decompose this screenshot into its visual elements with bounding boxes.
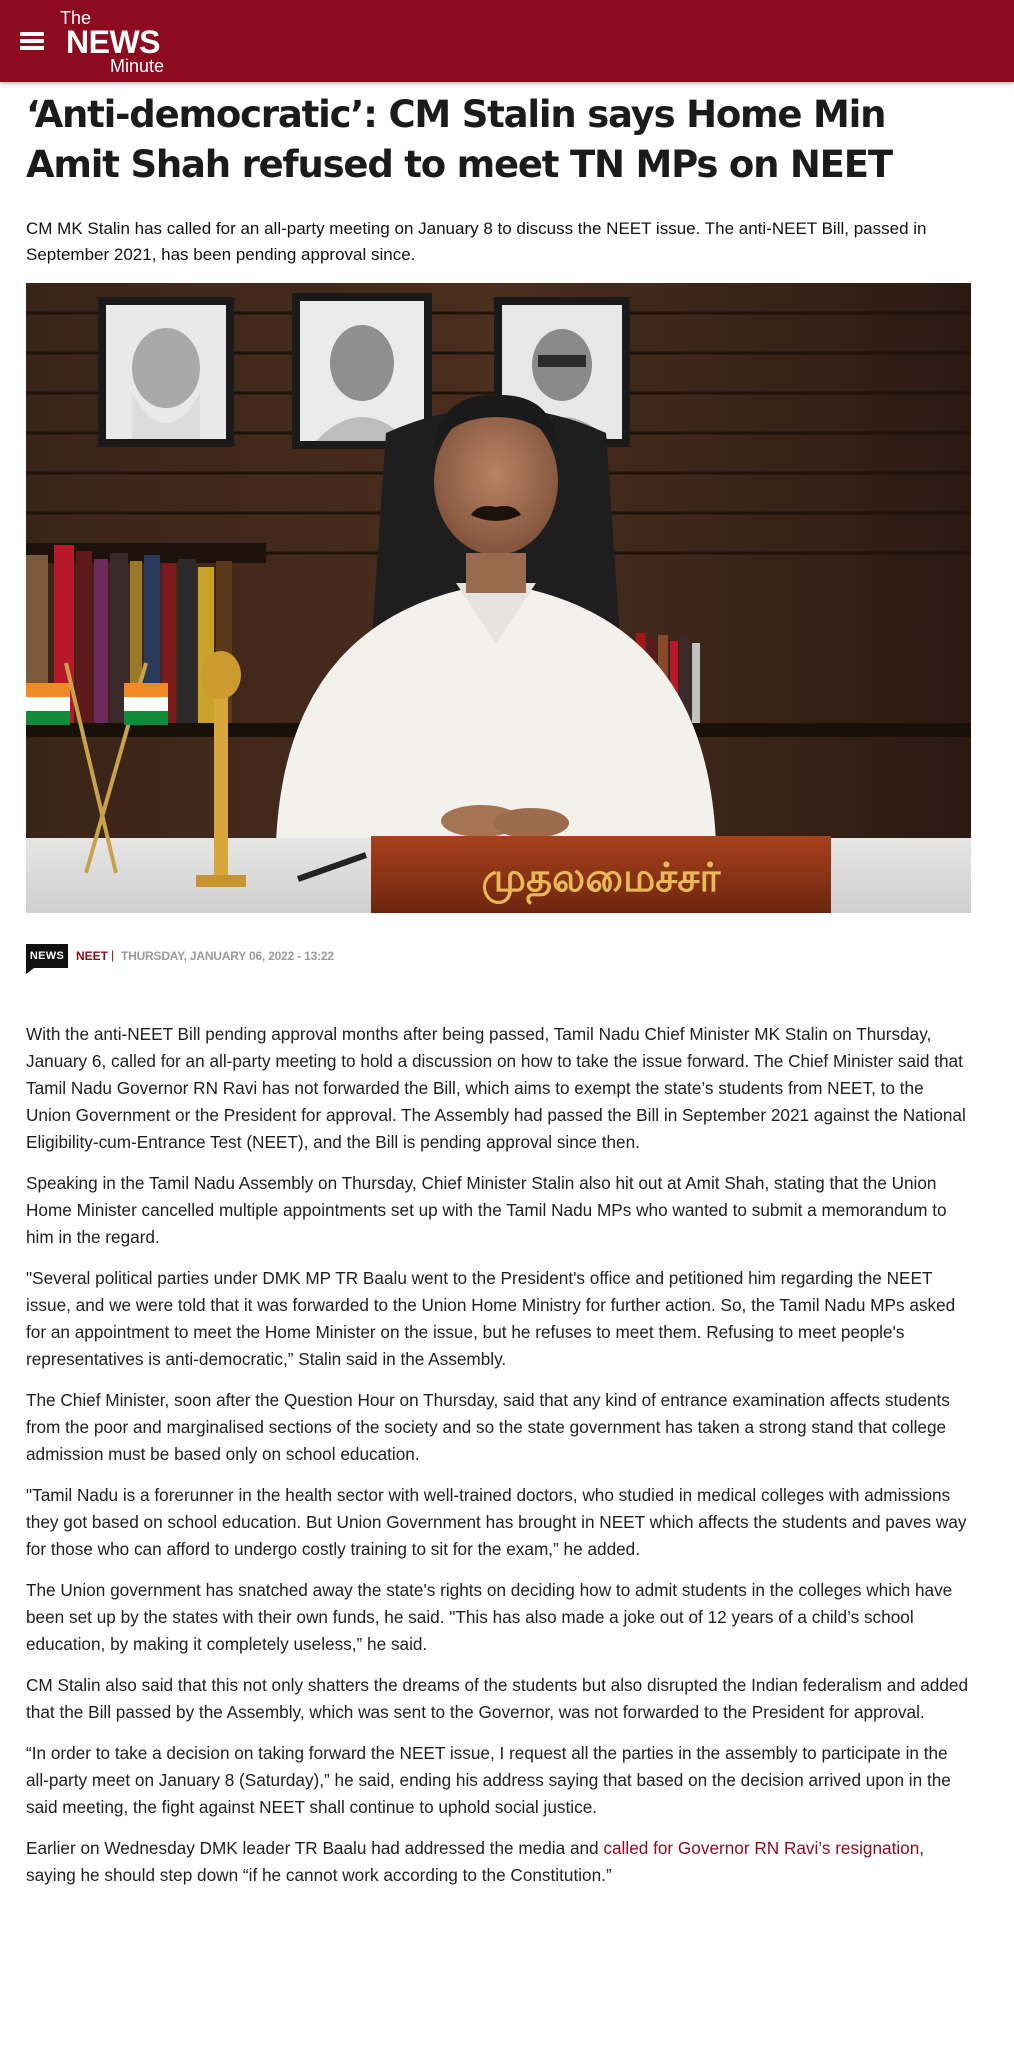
governor-resignation-link[interactable]: called for Governor RN Ravi’s resignation bbox=[603, 1838, 920, 1858]
article-paragraph: "Several political parties under DMK MP TR Baalu went to the President's office and petitioned him regarding the NEET issue, and we were told that it was forwarded to the Union Home Ministry for further action. So, the Tamil Nadu MPs asked for an appointment to meet the Home Minister on the issue, but he refuses to meet them. Refusing to meet people's representatives is anti-democratic,” Stalin said in the Assembly. bbox=[26, 1268, 956, 1369]
article-paragraph: The Chief Minister, soon after the Question Hour on Thursday, said that any kind of entrance examination affects students from the poor and marginalised sections of the society and so the state government has taken a strong stand that college admission must be based only on school education. bbox=[26, 1390, 950, 1464]
article-paragraph: "Tamil Nadu is a forerunner in the health sector with well-trained doctors, who studied in medical colleges with admissions they got based on school education. But Union Government has brought in NEET which affects the students and paves way for those who can afford to undergo costly training to sit for the exam,” he added. bbox=[26, 1485, 967, 1559]
site-header bbox=[0, 0, 1014, 82]
article-body bbox=[26, 1021, 973, 1903]
article-paragraph: CM Stalin also said that this not only shatters the dreams of the students but also disrupted the Indian federalism and added that the Bill passed by the Assembly, which was sent to the Governor, was not forwarded to the President for approval. bbox=[26, 1675, 969, 1722]
hamburger-menu-icon[interactable] bbox=[20, 32, 44, 50]
logo-the-text: The bbox=[60, 8, 92, 28]
paragraph-text-after-link: , saying he should step down “if he cannot work according to the Constitution.” bbox=[26, 1838, 925, 1885]
category-link[interactable]: NEET bbox=[76, 949, 109, 963]
article-standfirst: CM MK Stalin has called for an all-party meeting on January 8 to discuss the NEET issue. The anti-NEET Bill, passed in September 2021, has been pending approval since. bbox=[26, 219, 927, 264]
nameplate-text: முதலமைச்சர் bbox=[481, 855, 721, 901]
hero-image bbox=[26, 283, 971, 913]
news-badge: NEWS bbox=[26, 944, 68, 968]
article-paragraph: The Union government has snatched away the state's rights on deciding how to admit students in the colleges which have been set up by the states with their own funds, he said. "This has also made a joke out of 12 years of a child’s school education, by making it completely useless,” he said. bbox=[26, 1580, 953, 1654]
paragraph-text-before-link: Earlier on Wednesday DMK leader TR Baalu had addressed the media and bbox=[26, 1838, 604, 1858]
article-paragraph: “In order to take a decision on taking forward the NEET issue, I request all the parties in the assembly to participate in the all-party meet on January 8 (Saturday),” he said, ending his address saying that based on the decision arrived upon in the said meeting, the fight against NEET shall continue to uphold social justice. bbox=[26, 1743, 951, 1817]
article-paragraph: Speaking in the Tamil Nadu Assembly on Thursday, Chief Minister Stalin also hit out at Amit Shah, stating that the Union Home Minister cancelled multiple appointments set up with the Tamil Nadu MPs who wanted to submit a memorandum to him in the regard. bbox=[26, 1173, 947, 1247]
logo-news-text: NEWS bbox=[66, 24, 160, 60]
publish-date: THURSDAY, JANUARY 06, 2022 - 13:22 bbox=[121, 949, 334, 963]
site-logo[interactable] bbox=[58, 6, 178, 76]
logo-minute-text: Minute bbox=[110, 56, 165, 76]
article-paragraph-last bbox=[26, 1835, 973, 1889]
article-title: ‘Anti-democratic’: CM Stalin says Home Min Amit Shah refused to meet TN MPs on NEET bbox=[26, 93, 892, 186]
article-paragraph: With the anti-NEET Bill pending approval months after being passed, Tamil Nadu Chief Minister MK Stalin on Thursday, January 6, called for an all-party meeting to hold a discussion on how to take the issue forward. The Chief Minister said that Tamil Nadu Governor RN Ravi has not forwarded the Bill, which aims to exempt the state’s students from NEET, to the Union Government or the President for approval. The Assembly had passed the Bill in September 2021 against the National Eligibility-cum-Entrance Test (NEET), and the Bill is pending approval since then. bbox=[26, 1024, 966, 1152]
meta-separator: | bbox=[111, 948, 115, 962]
news-badge-tail bbox=[26, 968, 34, 974]
